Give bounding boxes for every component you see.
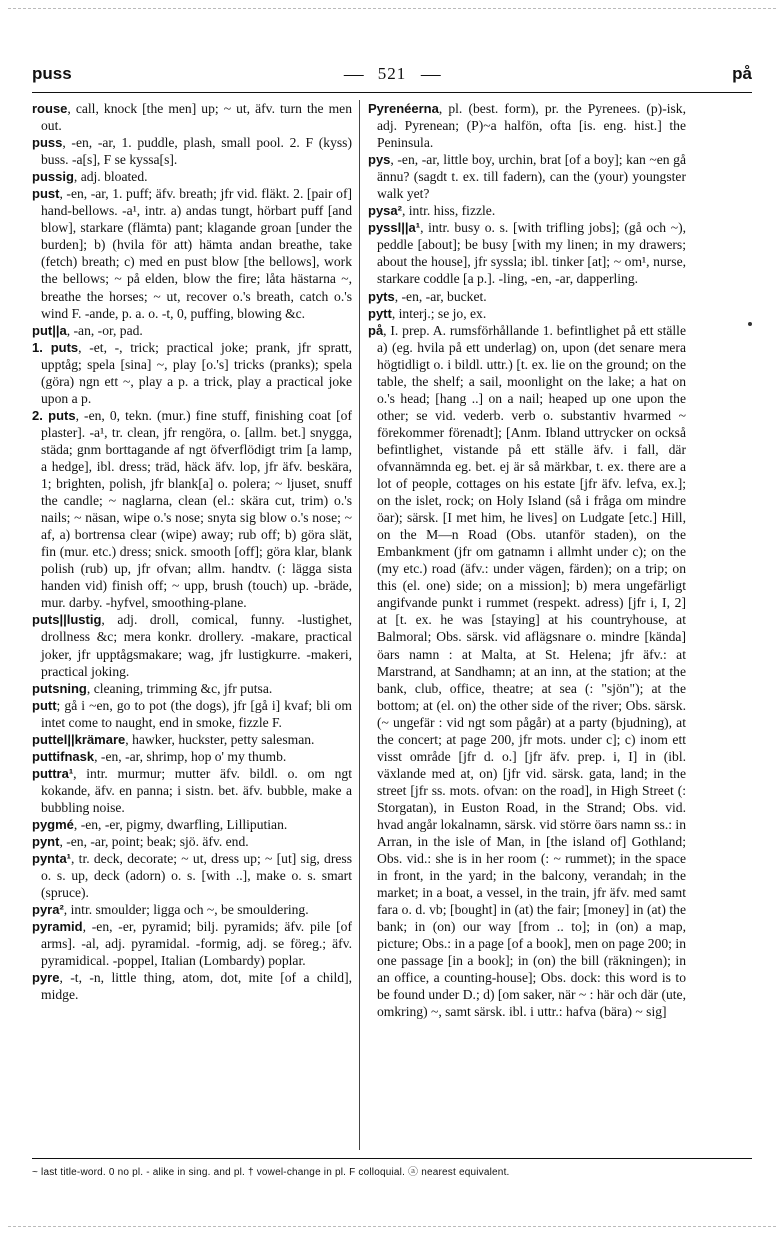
entry-headword: pynt [32,834,60,850]
entry-headword: pysa² [368,203,402,219]
dash-left [344,75,364,76]
margin-dot [748,322,752,326]
dictionary-entry: pys, -en, -ar, little boy, urchin, brat [of a boy]; kan ~en gå ännu? (sagdt t. ex. till fadern), can the (your) youngster walk yet? [368,152,686,202]
left-running-headword: puss [32,64,72,83]
page-number [330,64,455,84]
entry-headword: pyra² [32,902,64,918]
dictionary-entry: puttel||krämare, hawker, huckster, petty salesman. [32,731,315,747]
entry-headword: pussig [32,169,74,185]
dictionary-entry: pyra², intr. smoulder; ligga och ~, be smouldering. [32,902,309,918]
dictionary-entry: putt; gå i ~en, go to pot (the dogs), jfr [gå i] kvaf; bli om intet come to naught, end in smoke, fizzle F. [32,697,352,730]
entry-headword: rouse [32,101,68,116]
entry-headword: Pyrenéerna [368,101,439,116]
right-running-headword: på [732,64,752,83]
entry-headword: puttifnask [32,748,95,764]
scan-edge-top [8,8,776,9]
entry-headword: putsning [32,680,87,696]
dictionary-entry: puts||lustig, adj. droll, comical, funny. -lustighet, drollness &c; mera konkr. drollery. -makare, practical joker, jfr upptågsmakare; wag, jfr lustigkurre. -makeri, practical joking. [32,612,352,679]
entry-headword: pys [368,152,391,168]
scan-edge-bottom [8,1226,776,1227]
entry-headword: puts||lustig [32,612,102,628]
dictionary-entry: pyssl||a¹, intr. busy o. s. [with trifling jobs]; (gå och ~), peddle [about]; be busy [with my linen; in my drawers; about the house], jfr syssla; ibl. tinker [at]; ~ om¹, nurse, starkare coddle [a p.]. -ling, -en, -ar, dapperling. [368,220,686,287]
dictionary-entry: pytt, interj.; se jo, ex. [368,305,487,321]
dictionary-entry: Pyrenéerna, pl. (best. form), pr. the Pyrenees. (p)-isk, adj. Pyrenean; (P)~a halfön, ofta [is. eng. hist.] the Peninsula. [368,101,686,151]
page-number-text: 521 [377,64,407,83]
entry-headword: på [368,322,384,338]
dictionary-entry: pust, -en, -ar, 1. puff; äfv. breath; jfr vid. fläkt. 2. [pair of] hand-bellows. -a¹, intr. a) andas tungt, hörbart puff [and blow], starkare (flämta) pant; klagande groan [under the burden]; b) (hvila för att) hämta andan breathe, take (fetch) breath; c) med en pust blow [the bellows], work the bellows; ~ på elden, blow the fire; låta hästarna ~, breathe the horses; ~ ut, recover o.'s breath, catch o.'s wind F. -ande, p. a. o. -t, 0, puffing, blowing &c. [32,186,352,321]
entry-headword: pyts [368,288,395,304]
entry-headword: 1. puts [32,339,79,355]
dictionary-entry: pynta¹, tr. deck, decorate; ~ ut, dress up; ~ [ut] sig, dress o. s. up, deck (adorn) o. s. [with ..], make o. s. smart (spruce). [32,851,352,901]
entry-headword: putt [32,697,57,713]
dictionary-entry: putsning, cleaning, trimming &c, jfr putsa. [32,680,273,696]
dash-right [420,75,440,76]
dictionary-entry: 1. puts, -et, -, trick; practical joke; prank, jfr spratt, upptåg; spela [sina] ~, play [o.'s] tricks (pranks); spela (göra) ngn ett ~, play a p. a trick, play a practical joke upon a p. [32,339,352,406]
entry-headword: pynta¹ [32,851,71,867]
entry-headword: put||a [32,322,67,338]
entry-headword: puttel||krämare [32,731,126,747]
dictionary-entry: puss, -en, -ar, 1. puddle, plash, small pool. 2. F (kyss) buss. -a[s], F se kyssa[s]. [32,135,352,168]
dictionary-entry: pygmé, -en, -er, pigmy, dwarfling, Lilliputian. [32,816,288,832]
dictionary-entry: puttra¹, intr. murmur; mutter äfv. bildl. o. om ngt kokande, äfv. en panna; i sistn. bet. äfv. bubble, make a bubbling noise. [32,765,352,815]
dictionary-entry: pysa², intr. hiss, fizzle. [368,203,496,219]
dictionary-entry: 2. puts, -en, 0, tekn. (mur.) fine stuff, finishing coat [of plaster]. -a¹, tr. clean, jfr rengöra, o. [allm. bet.] snygga, städa; gnm borttagande af ngt öfverflödigt trim [a lamp, a hedge], ibl. dress; träd, häck äfv. lop, jfr äfv. beskära, 1; brighten, polish, jfr blank[a] o. polera; ~ ljuset, snuff the candle; ~ naglarna, clean (el.: skära cut, trim) o.'s nails; ~ näsan, wipe o.'s nose; snyta sig blow o.'s nose; ~ af, a) bortrensa clear (wipe) away; rub off; b) göra slät, fin (mur. etc.) dress; snick. smooth [off]; göra klar, blank polish (rub) up, jfr ofvan; allm. handtv. (: lägga sista handen vid) finish off; ~ upp, brush (touch) up. -bräde, mur. darby. -hyfvel, smoothing-plane. [32,407,352,611]
dictionary-entry: rouse, call, knock [the men] up; ~ ut, äfv. turn the men out. [32,101,352,134]
abbreviation-key-footer: ~ last title-word. 0 no pl. - alike in sing. and pl. † vowel-change in pl. F colloquial. ⓐ nearest equivalent. [32,1167,510,1178]
footer-rule [32,1158,752,1159]
dictionary-entry: pussig, adj. bloated. [32,169,148,185]
dictionary-entry: put||a, -an, -or, pad. [32,322,143,338]
entry-headword: pytt [368,305,392,321]
dictionary-entry: på, I. prep. A. rumsförhållande 1. befintlighet på ett ställe a) (eg. hvila på ett underlag) on, upon (det senare mera högtidligt o. i bildl. uttr.) [t. ex. lie on the ground; on the table, the shelf; a sail, moonlight on the lake; a hat on o.'s head; [hang ..] on a nail; heaped up one upon the other; se vid. vederb. verb o. substantiv hvarmed ~ förekommer förenadt]; [Anm. Ibland uttrycker on också befintlighet, vistande på ett ställe äfv. i fall, där ofvannämnda eg. bet. ej är så märkbar, t. ex. there are a lot of people, cottages on his estate [jfr äfv. lefva, ex.]; on the islet, rock; on Holy Island (så i fråga om mindre öar); särsk. [I met him, he lives] on Ludgate [etc.] Hill, on the M—n Road (Obs. utanför staden), on the Embankment (jfr om gatnamn i allmht under c); on the (my etc.) road (äfv.: under vägen, färden); on a trip; on this (el. one) side; on a mission]; b) mera ungefärligt angifvande punkt i rummet (respekt. adress) [jfr i, I, 2] at [t. ex. he was [staying] at his countryhouse, at Balmoral; Obs. särsk. vid aflägsnare o. mindre [kända] öars namn : at Malta, at St. Helena; jfr äfv.: at Marstrand, at Sandhamn; at an inn, at the station; at the bank, club, office, theatre; at sea (: "sjön"); at the bottom; at (el. on) the other side of the river; Obs. särsk. (~ ungefär : vid ngt som pågår) at a party (bjudning), at the concert; at page 200, jfr mots. under c]; c) inom ett visst område [jfr d. o.] [jfr äfv. prep. i, I] in (ibl. växlande med at, on) [jfr vid. särsk. gata, land; in the street [jfr ss. mots. ofvan: on the road], in High Street (: Storgatan), in Euston Road, in the Strand; Obs. vid. hvad angår lokalnamn, särsk. vid större öars namn ss.: in Arran, in the isle of Man, in [the island of] Gothland; Obs. vid.: she is in her room (: ~ rummet); in the space in front, in the yard; in the balcony, verandah; in the market; in a boat, a vessel, in the train, jfr äfv. med samt fara o. d. vb; [bought] in (at) the fair; [money] in (at) the bank; in (on) our way [from .. to]; in (on) a map, picture; Obs.: in a page [of a book], men on page 200; in one passage [in a book]; in (on) the bill (räkningen); in an office, a counting-house]; Obs. dock: this word is to be found under D.; d) [om saker, när ~ : här och där (ute, omkring) ~, samt särsk. ibl. i uttr.: hafva (bära) ~ sig] [368,322,686,1020]
dictionary-entry: puttifnask, -en, -ar, shrimp, hop o' my thumb. [32,748,287,764]
entry-headword: puttra¹ [32,765,74,781]
entry-headword: pyre [32,970,60,986]
entry-headword: pyramid [32,919,83,935]
entry-headword: pyssl||a¹ [368,220,421,236]
entry-headword: pygmé [32,816,74,832]
dictionary-entry: pyre, -t, -n, little thing, atom, dot, mite [of a child], midge. [32,970,352,1003]
entry-headword: 2. puts [32,407,76,423]
dictionary-entry: pyts, -en, -ar, bucket. [368,288,487,304]
entry-headword: pust [32,186,60,202]
page-header [32,64,752,90]
left-column [32,100,352,1150]
dictionary-entry: pynt, -en, -ar, point; beak; sjö. äfv. end. [32,834,249,850]
entry-headword: puss [32,135,63,151]
header-rule [32,92,752,93]
column-divider [359,100,360,1150]
dictionary-entry: pyramid, -en, -er, pyramid; bilj. pyramids; äfv. pile [of arms]. -al, adj. pyramidal. -formig, adj. se föreg.; äfv. pyramidical. -poppel, Italian (Lombardy) poplar. [32,919,352,969]
right-column [368,100,686,1150]
